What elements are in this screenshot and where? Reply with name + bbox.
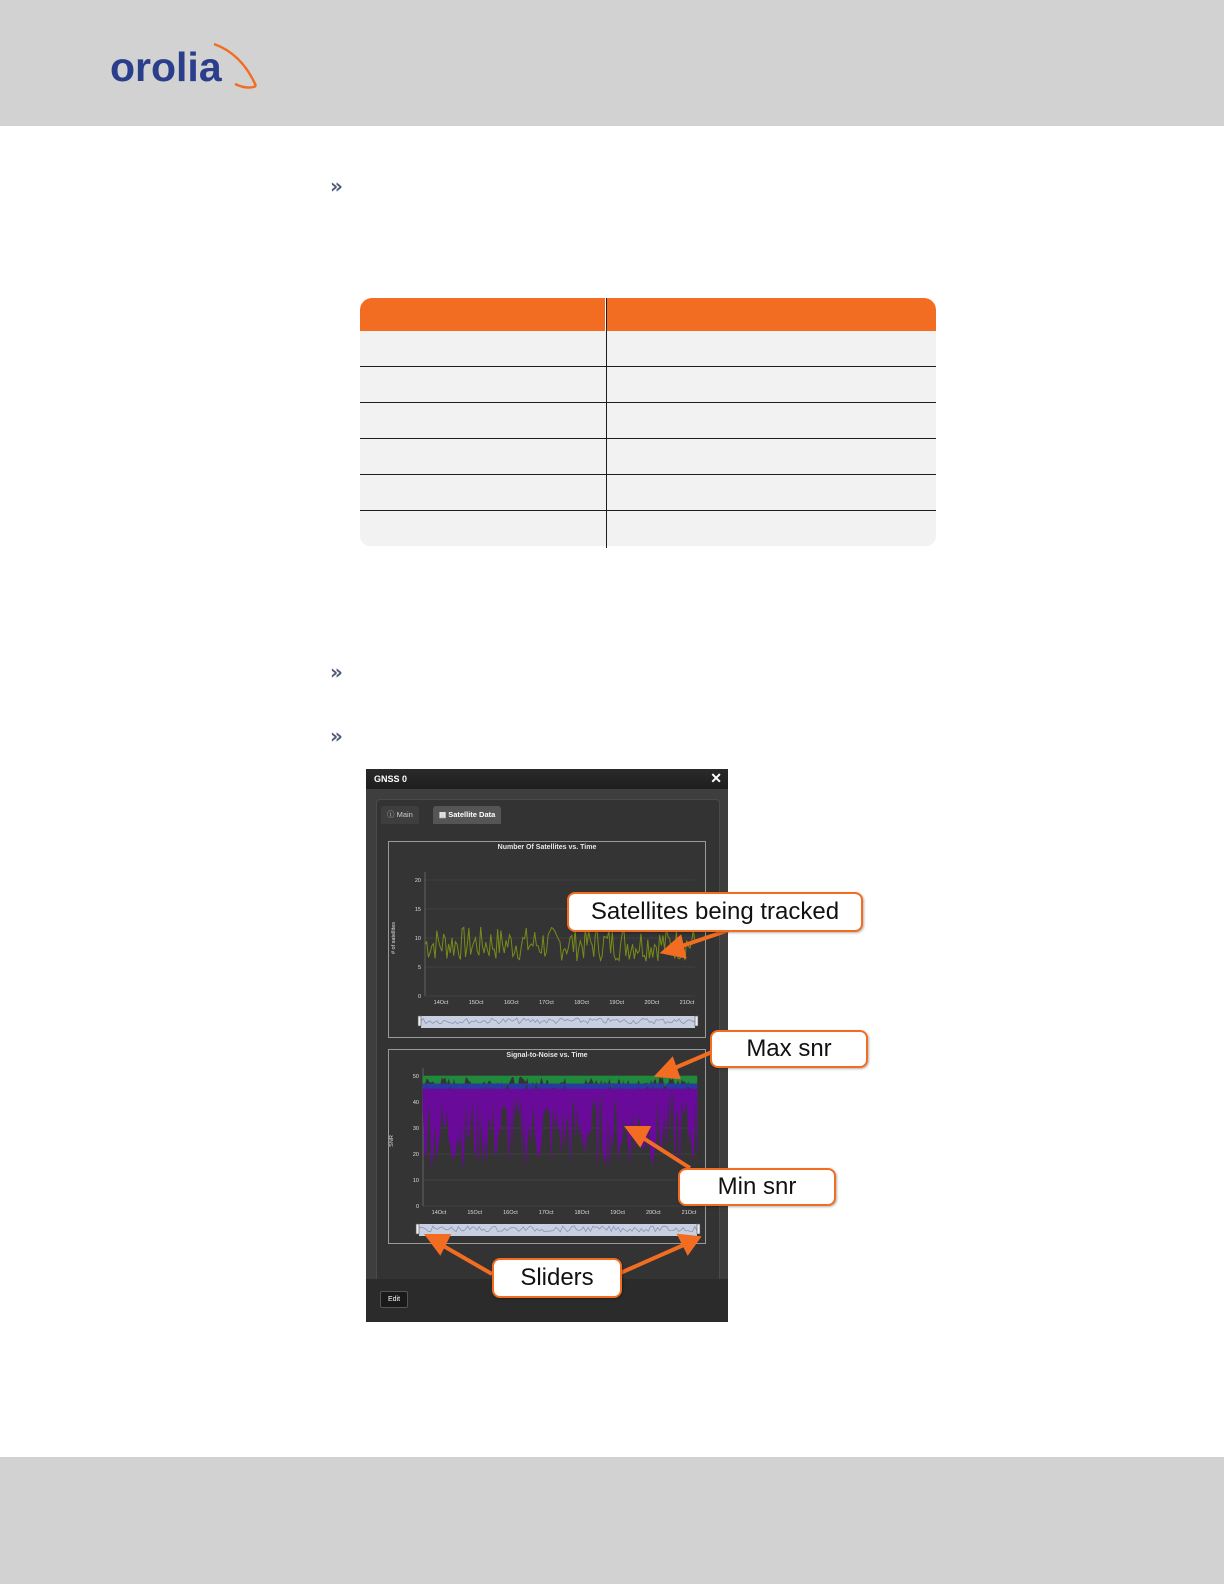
x-tick-label: 21Oct <box>681 1210 697 1216</box>
x-tick-label: 20Oct <box>645 1210 661 1216</box>
tab-label: Main <box>396 810 413 819</box>
callout-sliders: Sliders <box>492 1258 622 1298</box>
chart-title: Signal-to-Noise vs. Time <box>506 1052 588 1059</box>
page-footer <box>0 1457 1224 1584</box>
info-icon: ⓘ <box>387 810 395 819</box>
y-tick-label: 15 <box>414 907 421 913</box>
tab-label: Satellite Data <box>448 810 496 819</box>
chart-icon: ▤ <box>439 810 447 819</box>
y-tick-label: 10 <box>414 936 421 942</box>
y-tick-label: 0 <box>415 1204 419 1210</box>
y-tick-label: 0 <box>417 994 421 1000</box>
arrowhead <box>658 1060 678 1077</box>
bullet-icon: » <box>330 174 343 198</box>
arrow-slider-left <box>440 1244 492 1274</box>
x-tick-label: 19Oct <box>610 1210 625 1216</box>
x-tick-label: 16Oct <box>503 1210 518 1216</box>
x-tick-label: 18Oct <box>574 1210 590 1216</box>
arrow-slider-right <box>618 1244 686 1274</box>
callout-satellites: Satellites being tracked <box>567 892 863 932</box>
x-tick-label: 17Oct <box>538 1210 554 1216</box>
x-tick-label: 18Oct <box>574 1000 589 1006</box>
arrowhead <box>680 1236 698 1252</box>
close-icon[interactable]: ✕ <box>710 770 722 786</box>
y-tick-label: 20 <box>414 878 421 884</box>
bullet-icon: » <box>330 660 343 684</box>
arrowhead <box>428 1236 448 1252</box>
arrowhead <box>628 1128 648 1144</box>
chart-title: Number Of Satellites vs. Time <box>497 844 597 851</box>
y-axis-label: SNR <box>389 1135 395 1147</box>
y-tick-label: 20 <box>412 1152 419 1158</box>
x-tick-label: 17Oct <box>539 1000 554 1006</box>
edit-button[interactable]: Edit <box>380 1291 408 1308</box>
arrowhead <box>664 938 684 956</box>
y-tick-label: 40 <box>412 1100 419 1106</box>
x-tick-label: 20Oct <box>644 1000 660 1006</box>
x-tick-label: 21Oct <box>679 1000 695 1006</box>
logo-text: orolia <box>110 44 222 90</box>
callout-min-snr: Min snr <box>678 1168 836 1206</box>
x-tick-label: 16Oct <box>503 1000 519 1006</box>
callout-max-snr: Max snr <box>710 1030 868 1068</box>
y-tick-label: 30 <box>412 1126 419 1132</box>
y-tick-label: 50 <box>412 1074 419 1080</box>
bullet-icon: » <box>330 724 343 748</box>
x-tick-label: 19Oct <box>609 1000 625 1006</box>
window-title: GNSS 0 <box>374 774 408 784</box>
arrow-min-snr <box>640 1136 690 1168</box>
x-tick-label: 15Oct <box>467 1210 483 1216</box>
y-tick-label: 10 <box>412 1178 419 1184</box>
y-tick-label: 5 <box>417 965 421 971</box>
x-tick-label: 14Oct <box>431 1210 447 1216</box>
x-tick-label: 14Oct <box>433 1000 449 1006</box>
x-tick-label: 15Oct <box>468 1000 484 1006</box>
y-axis-label: # of satellites <box>391 921 397 955</box>
